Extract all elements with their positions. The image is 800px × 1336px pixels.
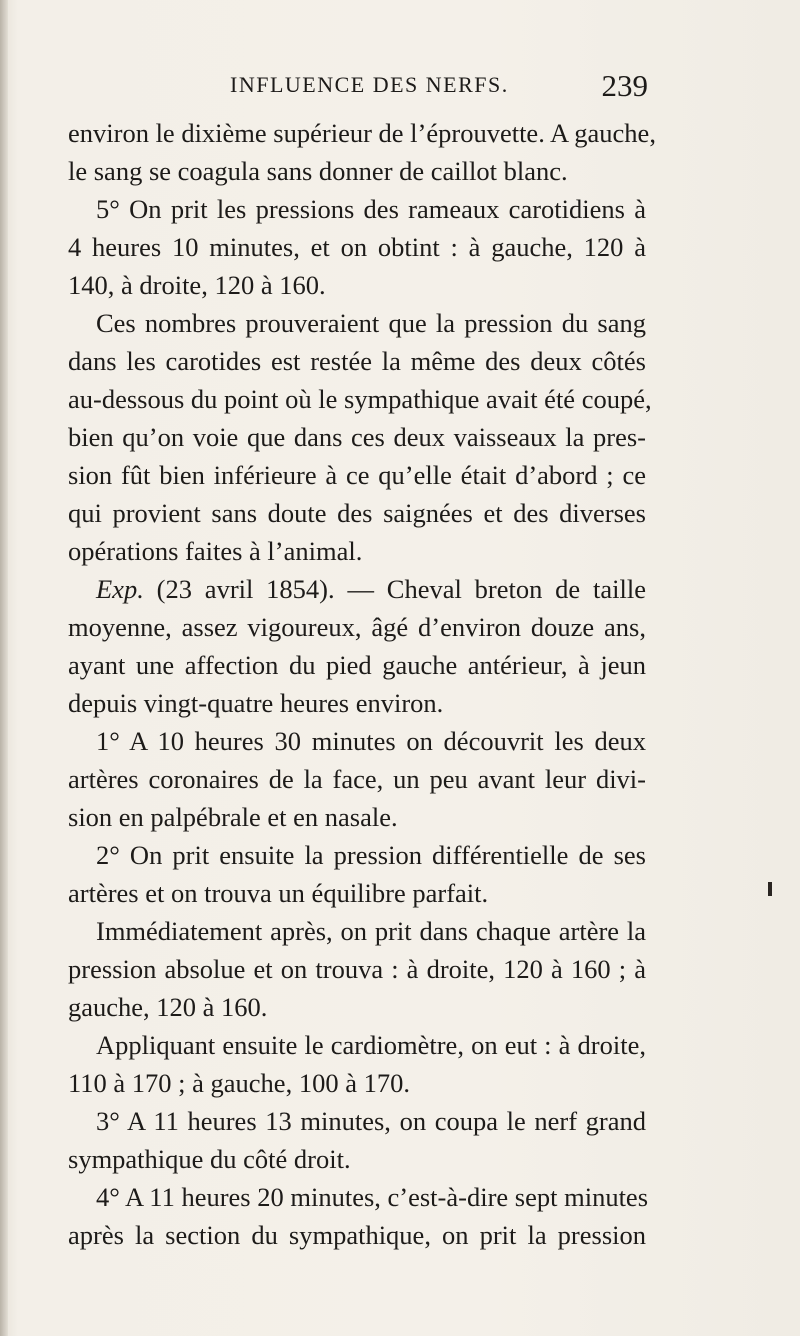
text-line: environ le dixième supérieur de l’éprouvette. A gauche, [68,118,656,148]
text-line: 3° A 11 heures 13 minutes, on coupa le nerf grand [96,1106,646,1136]
exp-text: (23 avril 1854). — Cheval breton de taille [156,574,646,604]
text-line-exp [68,570,646,608]
text-line: gauche, 120 à 160. [68,992,268,1022]
text-line: bien qu’on voie que dans ces deux vaisseaux la pres- [68,422,646,452]
text-line: 2° On prit ensuite la pression différentielle de ses [96,840,646,870]
exp-label: Exp. [96,574,144,604]
page-header [68,68,648,112]
text-line: le sang se coagula sans donner de caillot blanc. [68,156,568,186]
ink-speck [768,882,772,896]
text-line: au-dessous du point où le sympathique avait été coupé, [68,384,652,414]
text-line: artères coronaires de la face, un peu avant leur divi- [68,764,646,794]
text-line: ayant une affection du pied gauche antérieur, à jeun [68,650,646,680]
text-line: Ces nombres prouveraient que la pression du sang [96,308,646,338]
text-line: qui provient sans doute des saignées et des diverses [68,498,646,528]
text-line: depuis vingt-quatre heures environ. [68,688,444,718]
running-title: INFLUENCE DES NERFS. [230,72,509,97]
text-line: Appliquant ensuite le cardiomètre, on eut : à droite, [96,1030,646,1060]
text-line: sion fût bien inférieure à ce qu’elle était d’abord ; ce [68,460,646,490]
text-line: 140, à droite, 120 à 160. [68,270,326,300]
text-line: dans les carotides est restée la même des deux côtés [68,346,646,376]
text-line: 1° A 10 heures 30 minutes on découvrit les deux [96,726,646,756]
text-line: pression absolue et on trouva : à droite, 120 à 160 ; à [68,954,646,984]
text-line: moyenne, assez vigoureux, âgé d’environ douze ans, [68,612,646,642]
text-line: opérations faites à l’animal. [68,536,363,566]
text-line: artères et on trouva un équilibre parfait. [68,878,489,908]
text-line: 5° On prit les pressions des rameaux carotidiens à [96,194,646,224]
text-line: 4° A 11 heures 20 minutes, c’est-à-dire sept minutes [96,1182,649,1212]
text-line: Immédiatement après, on prit dans chaque artère la [96,916,646,946]
text-line: après la section du sympathique, on prit la pression [68,1220,646,1250]
page-binding-edge [0,0,8,1336]
body-text [68,114,656,1254]
text-line: 110 à 170 ; à gauche, 100 à 170. [68,1068,410,1098]
page-number: 239 [601,68,648,103]
text-line: sion en palpébrale et en nasale. [68,802,398,832]
text-line: 4 heures 10 minutes, et on obtint : à gauche, 120 à [68,232,646,262]
text-line: sympathique du côté droit. [68,1144,351,1174]
